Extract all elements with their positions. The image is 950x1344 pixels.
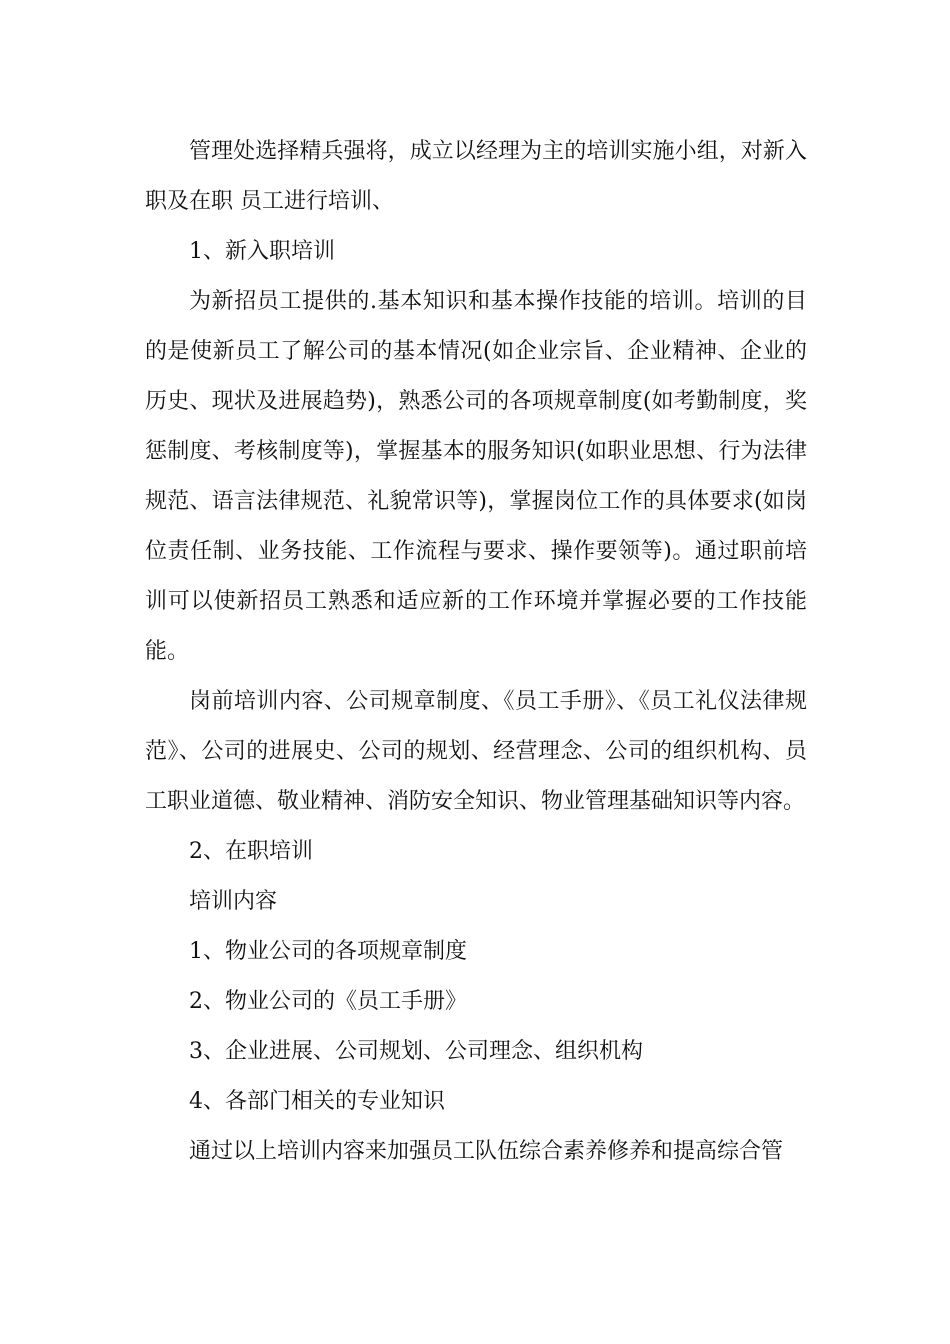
heading-training-content: 培训内容 [189, 889, 278, 914]
paragraph-conclusion: 通过以上培训内容来加强员工队伍综合素养修养和提高综合管 [189, 1139, 784, 1164]
paragraph-pre-job-content: 岗前培训内容、公司规章制度、《员工手册》、《员工礼仪法律规范》、公司的进展史、公司的规划、经营理念、公司的组织机构、员工职业道德、敬业精神、消防安全知识、物业管理基础知识等内容。 [145, 689, 807, 814]
paragraph-intro: 管理处选择精兵强将，成立以经理为主的培训实施小组，对新入职及在职 员工进行培训、 [145, 139, 807, 214]
paragraph-new-hire-description: 为新招员工提供的.基本知识和基本操作技能的培训。培训的目的是使新员工了解公司的基本情况(如企业宗旨、企业精神、企业的历史、现状及进展趋势)，熟悉公司的各项规章制度(如考勤制度，奖惩制度、考核制度等)，掌握基本的服务知识(如职业思想、行为法律规范、语言法律规范、礼貌常识等)，掌握岗位工作的具体要求(如岗位责任制、业务技能、工作流程与要求、操作要领等)。通过职前培训可以使新招员工熟悉和适应新的工作环境并掌握必要的工作技能能。 [145, 289, 807, 664]
list-item-2: 2、物业公司的《员工手册》 [189, 989, 467, 1014]
document-body [145, 127, 807, 1177]
list-item-1: 1、物业公司的各项规章制度 [189, 939, 467, 964]
list-item-4: 4、各部门相关的专业知识 [189, 1089, 445, 1114]
heading-new-hire-training: 1、新入职培训 [189, 239, 335, 264]
list-item-3: 3、企业进展、公司规划、公司理念、组织机构 [189, 1039, 643, 1064]
heading-on-job-training: 2、在职培训 [189, 839, 313, 864]
